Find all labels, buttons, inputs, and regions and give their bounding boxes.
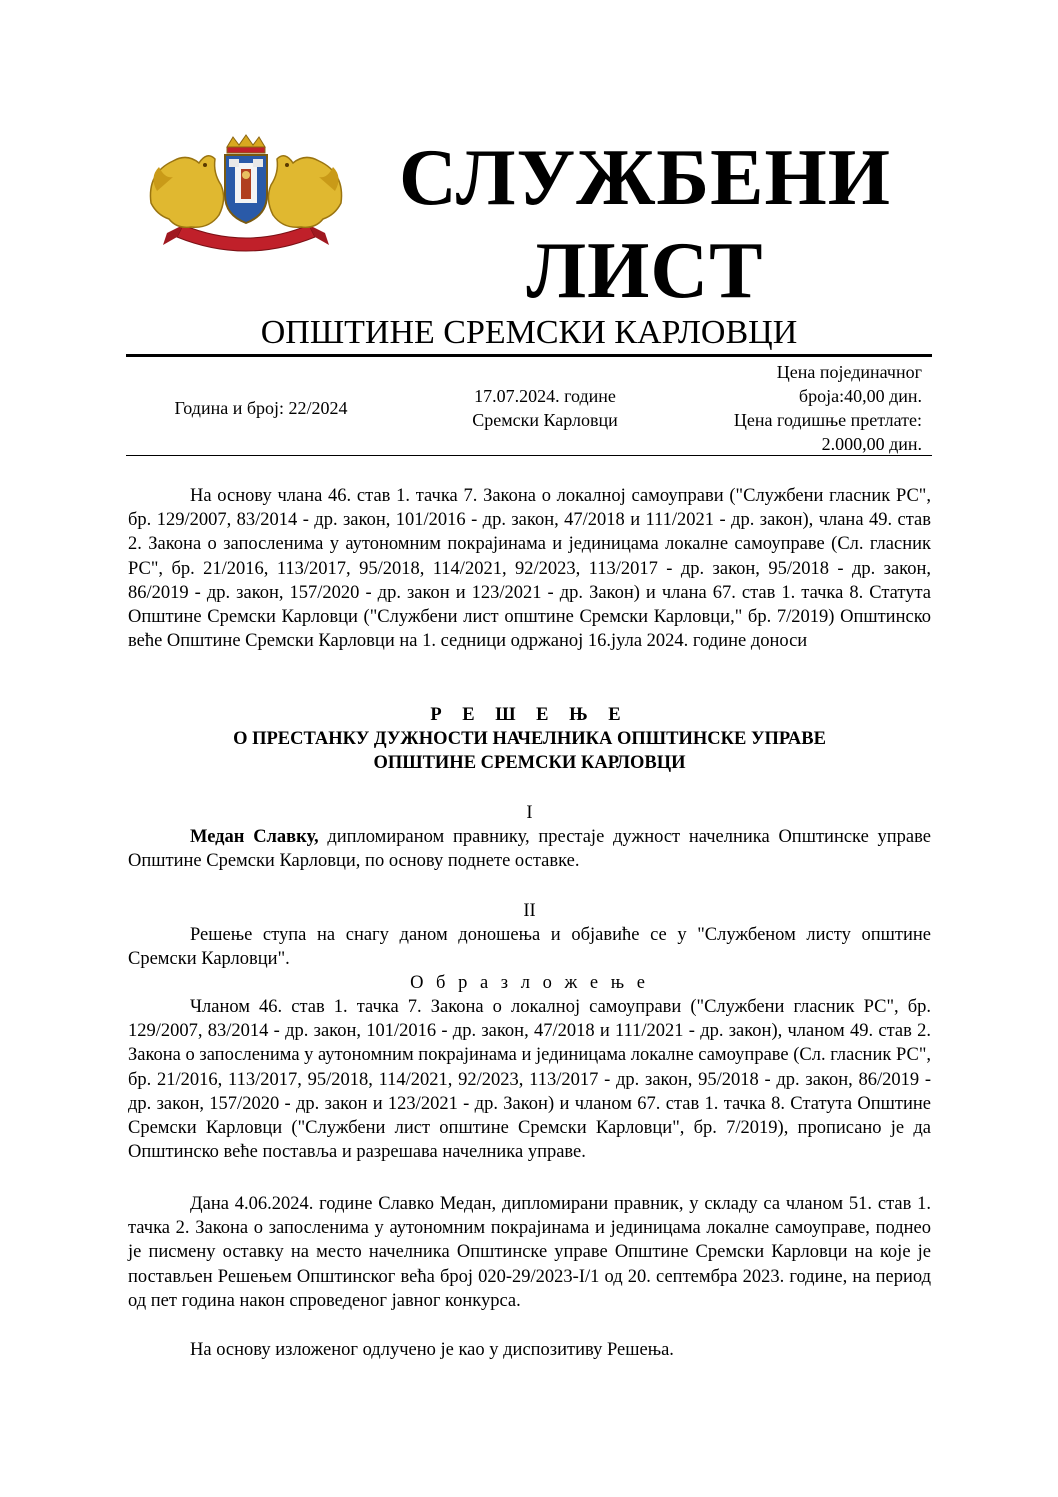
preamble-paragraph: На основу члана 46. став 1. тачка 7. Закона о локалној самоуправи ("Службени гласник РС", бр. 129/2007, 83/2014 - др. закон, 101/2016 - др. закон, 47/2018 и 111/2021 - др. закон), члана 49. став 2. Закона о запосленима у аутономним покрајинама и јединицама локалне самоуправе (Сл. гласник РС", бр. 21/2016, 113/2017, 95/2018, 114/2021, 92/2023, 113/2017 - др. закон, 95/2018 - др. закон, 86/2019 - др. закон, 157/2020 - др. закон и 123/2021 - др. Закон) и члана 67. став 1. тачка 8. Статута Општине Сремски Карловци ("Службени лист општине Сремски Карловци," бр. 7/2019) Општинско веће Општине Сремски Карловци на 1. седници одржаној 16.јула 2024. године доноси <box>128 486 931 652</box>
issue-place: Сремски Карловци <box>472 410 618 430</box>
section2-numeral: II <box>523 901 536 921</box>
issue-date-place <box>430 384 660 432</box>
gazette-title-line1: СЛУЖБЕНИ <box>399 134 891 222</box>
price-annual-value: 2.000,00 дин. <box>821 434 922 454</box>
decision-title-line2: ОПШТИНЕ СРЕМСКИ КАРЛОВЦИ <box>373 753 686 773</box>
section1-paragraph <box>128 825 931 873</box>
decision-heading: Р Е Ш Е Њ Е <box>430 705 629 725</box>
gazette-subtitle: ОПШТИНЕ СРЕМСКИ КАРЛОВЦИ <box>260 314 798 351</box>
header-divider-top <box>126 354 932 357</box>
coat-of-arms-icon <box>143 133 349 265</box>
price-single-label: Цена појединачног <box>776 362 922 382</box>
reasoning-paragraph-1: Чланом 46. став 1. тачка 7. Закона о локалној самоуправи ("Службени гласник РС", бр. 129/2007, 83/2014 - др. закон, 101/2016 - др. закон, 47/2018 и 111/2021 - др. закон), чланом 49. став 2. Закона о запосленима у аутономним покрајинама и јединицама локалне самоуправе (Сл. гласник РС", бр. 21/2016, 113/2017, 95/2018, 114/2021, 92/2023, 113/2017 - др. закон, 95/2018 - др. закон, 86/2019 - др. закон, 157/2020 - др. закон и 123/2021 - др. Закон) и чланом 67. став 1. тачка 8. Статута Општине Сремски Карловци ("Службени лист општине Сремски Карловци", бр. 7/2019), прописано је да Општинско веће поставља и разрешава начелника управе. <box>128 997 931 1163</box>
gazette-title-line2: ЛИСТ <box>526 227 764 315</box>
price-single-value: броја:40,00 дин. <box>798 386 922 406</box>
section1-person-name: Медан Славку, <box>190 827 319 847</box>
section1-text: дипломираном правнику, престаје дужност начелника Општинске управе Општине Сремски Карловци, по основу поднете оставке. <box>128 827 931 872</box>
issue-number: Година и број: 22/2024 <box>174 398 348 418</box>
reasoning-paragraph-2: Дана 4.06.2024. године Славко Медан, дипломирани правник, у складу са чланом 51. став 1. тачка 2. Закона о запосленима у аутономним покрајинама и јединицама локалне самоуправе, поднео је писмену оставку на место начелника Општинске управе Општине Сремски Карловци на које је постављен Решењем Општинског већа број 020-29/2023-I/1 од 20. септембра 2023. године, на период од пет година након спроведеног јавног конкурса. <box>128 1194 931 1311</box>
reasoning-heading: О б р а з л о ж е њ е <box>410 973 649 993</box>
issue-date: 17.07.2024. године <box>474 386 616 406</box>
section2-paragraph: Решење ступа на снагу даном доношења и објавиће се у "Службеном листу општине Сремски Карловци". <box>128 925 931 970</box>
reasoning-paragraph-3: На основу изложеног одлучено је као у диспозитиву Решења. <box>190 1340 674 1360</box>
price-annual-label: Цена годишње претлате: <box>733 410 922 430</box>
decision-title-line1: О ПРЕСТАНКУ ДУЖНОСТИ НАЧЕЛНИКА ОПШТИНСКЕ УПРАВЕ <box>233 729 826 749</box>
section1-numeral: I <box>526 803 533 823</box>
price-info <box>670 360 922 456</box>
header-divider-bottom <box>126 455 932 456</box>
